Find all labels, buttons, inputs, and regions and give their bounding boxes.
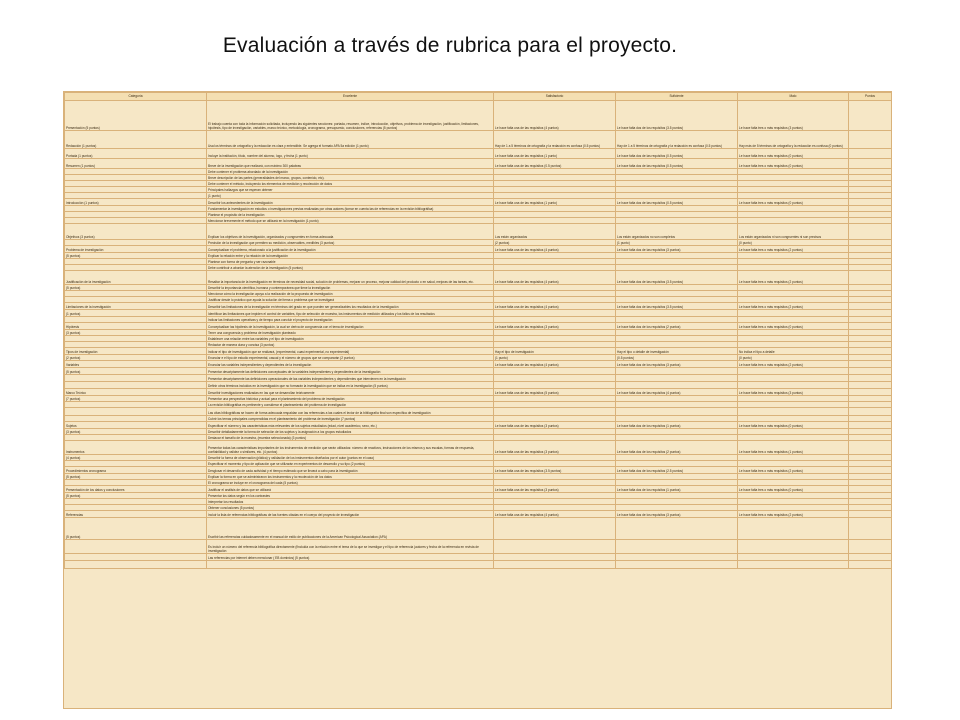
cell-excelente: Presentar descriptamente las definiciones conceptuales de la variables independientes y dependientes de la investigación [207,368,494,375]
cell-excelente: Debe contribuir a abordar la atención de la investigación (5 puntos) [207,265,494,271]
table-row [65,486,892,493]
cell-categoria: Marco Teórico [65,389,207,396]
cell-excelente: Interpretar los resultados [207,499,494,505]
cell-excelente: Justificar desde lo práctico que ayuda la solución del tema o problema que se investigará [207,297,494,303]
cell-excelente: Incluye la institución, título, nombre del alumno, logo, y fecha (1 punto) [207,149,494,159]
cell-excelente: Fundamentar la investigación en estudios o investigaciones previas realizadas por otras autores (tomar en cuenta las de referencias en la revisión bibliográfica) [207,206,494,212]
column-header-categoria: Categoría [65,93,207,101]
cell-puntos [849,323,892,330]
cell-satisfactorio: Hay el tipo de investigación [494,348,616,355]
cell-excelente: Describir la importancia científica, humana y contemporánea que tiene la investigación [207,285,494,291]
cell-puntos [849,408,892,416]
cell-puntos [849,382,892,389]
table-row [65,131,892,149]
cell-puntos [849,271,892,285]
cell-categoria: (5 puntos) [65,253,207,259]
table-row [65,149,892,159]
cell-puntos [849,554,892,561]
cell-excelente: Describir las limitaciones de la investigación en términos del grado en que pueden ser generalizables los resultados de la investigación [207,303,494,310]
cell-satisfactorio: Le hace falta una de las requisitos (3 puntos) [494,441,616,455]
cell-categoria: (5 puntos) [65,368,207,375]
table-row [65,159,892,169]
cell-suficiente: Los están organizados no son completos [616,224,738,240]
cell-categoria: (5 puntos) [65,518,207,540]
cell-malo: No indica el tipo a detalle [738,348,849,355]
cell-satisfactorio: Le hace falta una de las requisitos (1 punto) [494,149,616,159]
cell-suficiente [616,382,738,389]
cell-excelente: Obtener conclusiones (5 puntos) [207,505,494,511]
cell-satisfactorio: (2 puntos) [494,240,616,246]
table-row [65,408,892,416]
cell-malo: (0 punto) [738,355,849,361]
cell-malo: Le hace falta tres o más requisitos (1 puntos) [738,441,849,455]
cell-malo: Le hace falta tres o más requisitos (0 puntos) [738,422,849,429]
table-row [65,101,892,131]
table-row [65,561,892,569]
cell-malo: Le hace falta tres o más requisitos (2 puntos) [738,467,849,474]
rubric-table-body [65,101,892,569]
cell-puntos [849,159,892,169]
column-header-excelente: Excelente [207,93,494,101]
cell-excelente: Debe contener el método, incluyendo los elementos de medición y recolección de datos [207,181,494,187]
column-header-satisfactorio: Satisfactorio [494,93,616,101]
cell-puntos [849,375,892,382]
cell-categoria: (5 puntos) [65,285,207,291]
cell-categoria [65,408,207,416]
cell-categoria: Resumen (1 puntos) [65,159,207,169]
cell-categoria: Referencias [65,511,207,518]
cell-categoria: (5 puntos) [65,493,207,499]
table-row [65,361,892,368]
cell-satisfactorio: Los están organizados [494,224,616,240]
cell-puntos [849,348,892,355]
cell-satisfactorio: Le hace falta una de las requisitos (3 puntos) [494,323,616,330]
cell-excelente: Redactar de manera clara y concisa (3 puntos) [207,342,494,348]
table-header-row [65,93,892,101]
cell-categoria: Redacción (1 puntos) [65,131,207,149]
cell-satisfactorio: Le hace falta una de las requisitos (4 puntos) [494,246,616,253]
table-row [65,323,892,330]
cell-suficiente: Le hace falta dos de los requisitos (3 puntos) [616,361,738,368]
cell-malo [738,561,849,569]
cell-suficiente: (0.5 puntos) [616,355,738,361]
cell-puntos [849,101,892,131]
cell-categoria: (1 puntos) [65,310,207,317]
cell-excelente: Conceptualizar las hipótesis de la investigación, la cual se deriva de congruencia con el tema de investigación [207,323,494,330]
cell-excelente: (1 punto) [207,193,494,199]
cell-malo: Le hace falta tres o más requisitos (2 puntos) [738,511,849,518]
cell-suficiente: Le hace falta dos de las requisitos (0.5 puntos) [616,159,738,169]
slide-title: Evaluación a través de rubrica para el proyecto. [222,34,678,57]
cell-categoria: Tipos de investigación [65,348,207,355]
cell-excelente: Establecer una relación entre las variables y el tipo de investigación [207,336,494,342]
table-row [65,246,892,253]
cell-categoria: (3 puntos) [65,330,207,336]
cell-categoria: Justificación de la investigación [65,271,207,285]
cell-excelente: Principales hallazgos que se esperan obtener [207,187,494,193]
cell-malo [738,408,849,416]
cell-malo [738,382,849,389]
cell-puntos [849,422,892,429]
cell-satisfactorio [494,561,616,569]
table-row [65,441,892,455]
cell-categoria: Sujetos [65,422,207,429]
cell-suficiente: Le hace falta dos de las requisitos (0.5 puntos) [616,149,738,159]
table-row [65,389,892,396]
cell-excelente: Indicar las limitaciones operativas y de tiempo para concluir el proyecto de investigación [207,317,494,323]
cell-excelente: El trabajo cuenta con toda la información solicitada, incluyendo las siguientes secciones: portada, resumen, índice, introducción, objetivos, problema de investigación, justificación, limitaciones, hipótesis, tipo de investigación, variables, marco teórico, metodología, cronograma, presupuesto, conclusiones, referencias (5 puntos) [207,101,494,131]
cell-excelente: Explicar los objetivos de la investigación, organizados y congruentes en forma adecuada [207,224,494,240]
cell-puntos [849,246,892,253]
cell-categoria: Hipótesis [65,323,207,330]
cell-satisfactorio: Le hace falta una de las requisitos (4 puntos) [494,101,616,131]
table-row [65,368,892,375]
cell-malo: Los están organizados ni son congruentes ni son precisos [738,224,849,240]
cell-puntos [849,310,892,317]
cell-suficiente: Le hace falta dos de las requisitos (3.5 puntos) [616,303,738,310]
cell-suficiente: Hay el tipo o detalle de investigación [616,348,738,355]
cell-puntos [849,361,892,368]
cell-malo: Le hace falta tres o más requisitos (2 puntos) [738,303,849,310]
cell-excelente: Usa los términos de ortografía y la redacción es clara y entendible. Se agrega el formato APA 5a edición (1 punto) [207,131,494,149]
cell-excelente: Enunciar las variables independientes y dependientes de la investigación [207,361,494,368]
cell-excelente: Destacar el tamaño de la muestra, (muestra seleccionada) (3 puntos) [207,435,494,441]
cell-categoria [65,382,207,389]
cell-suficiente [616,540,738,554]
cell-suficiente: Le hace falta dos de los requisitos (2 puntos) [616,441,738,455]
cell-puntos [849,303,892,310]
table-row [65,271,892,285]
cell-malo [738,310,849,317]
column-header-suficiente: Suficiente [616,93,738,101]
cell-malo: Le hace falta tres o más requisitos (3 puntos) [738,101,849,131]
cell-excelente: Mencionar brevemente el método que se utilizará en la investigación (1 punto) [207,218,494,224]
cell-excelente: Presentar todas las características importantes de los instrumentos de medición que serán utilizados: número de reactivos, instrucciones de los mismos y sus escalas, formas de respuesta, confiabilidad y validez o similares, etc. (4 puntos) [207,441,494,455]
table-row [65,518,892,540]
cell-excelente: Definir otros términos incluidos en la investigación que no formarán la investigación que se indica en la investigación (5 puntos) [207,382,494,389]
cell-categoria: (5 puntos) [65,474,207,480]
table-row [65,199,892,206]
cell-categoria: (2 puntos) [65,355,207,361]
cell-satisfactorio [494,375,616,382]
cell-excelente: El cronograma se incluye en el cronograma del cada (5 puntos) [207,480,494,486]
cell-satisfactorio: Hay de 1 a 5 términos de ortografía y la redacción es confusa (0.5 puntos) [494,131,616,149]
cell-excelente: Describir la forma de observación (plática) y validación de los instrumentos diseñados por el autor (puntos en el caso) [207,455,494,461]
cell-puntos [849,389,892,396]
cell-satisfactorio [494,408,616,416]
cell-excelente: Es incluir un número del referencia bibliográfica directamente (fincluida con la relación entre el tema de la que se investigar y el tipo de referencia (autores y fecha de la referencia en revista de investigación [207,540,494,554]
cell-puntos [849,131,892,149]
cell-satisfactorio: Le hace falta una de las requisitos (0.5 puntos) [494,159,616,169]
cell-categoria: Objetivos (3 puntos) [65,224,207,240]
cell-satisfactorio: Le hace falta una de las requisitos (5 puntos) [494,389,616,396]
cell-excelente: Justificar el análisis de datos que se utilizará [207,486,494,493]
cell-categoria: Problema de investigación [65,246,207,253]
cell-excelente: Escribir las referencias cuidadosamente en el manual de estilo de publicaciones de la American Psicological Association (APA) [207,518,494,540]
cell-excelente: Describir los antecedentes de la investigación [207,199,494,206]
cell-excelente: Breve descripción de las partes (generalidades del marco, grupos, contenido, etc). [207,175,494,181]
cell-categoria [65,375,207,382]
cell-excelente: Especificar el momento y tipo de aplicación que se utilizarán en experimentos de desarrollo y su tipo (2 puntos) [207,461,494,467]
cell-excelente: Plantear el propósito de la investigación [207,212,494,218]
cell-malo: Le hace falta tres o más requisitos (2 puntos) [738,271,849,285]
cell-puntos [849,441,892,455]
cell-malo: Le hace falta tres o más requisitos (0 puntos) [738,149,849,159]
cell-malo [738,518,849,540]
cell-puntos [849,199,892,206]
cell-excelente: Identificar las limitaciones que impiden el control de variables, tipo de selección de muestra, los instrumentos de medición utilizados y los fallos de los resultados [207,310,494,317]
cell-satisfactorio: Le hace falta una de las requisitos (3 puntos) [494,486,616,493]
cell-satisfactorio: Le hace falta una de las requisitos (4 puntos) [494,303,616,310]
cell-excelente: Describir detalladamente la forma de selección de los sujetos y la asignación a los grupos estudiados [207,429,494,435]
cell-satisfactorio [494,382,616,389]
cell-excelente: Precisión de la investigación que permiten su medición, observables, medibles (3 puntos) [207,240,494,246]
cell-suficiente: Le hace falta dos de los requisitos (1 puntos) [616,422,738,429]
cell-malo: Le hace falta tres o más requisitos (0 puntos) [738,159,849,169]
cell-excelente: Presentar los datos según en los contrastes [207,493,494,499]
cell-puntos [849,149,892,159]
cell-excelente: Tener una congruencia y problema de investigación planteado [207,330,494,336]
cell-satisfactorio: Le hace falta una de las requisitos (4 puntos) [494,361,616,368]
cell-suficiente [616,554,738,561]
cell-malo: Le hace falta tres o más requisitos (0 puntos) [738,199,849,206]
cell-puntos [849,224,892,240]
cell-excelente: Resaltar la importancia de la investigación en términos de necesidad social, solución de problemas, mejorar un proceso, mejorar calidad del producto o en salud, mejoras de las tareas, etc. [207,271,494,285]
cell-satisfactorio: Le hace falta una de las requisitos (3 puntos) [494,422,616,429]
cell-suficiente: Le hace falta dos de las requisitos (3 puntos) [616,246,738,253]
cell-suficiente [616,368,738,375]
table-row [65,422,892,429]
cell-categoria [65,540,207,554]
cell-satisfactorio [494,518,616,540]
cell-suficiente: Le hace falta dos de las requisitos (0.5 puntos) [616,199,738,206]
table-row [65,467,892,474]
cell-categoria: Limitaciones de la investigación [65,303,207,310]
cell-excelente [207,561,494,569]
cell-excelente: Las referencias por internet deben mencionar ( EB dominios) (5 puntos) [207,554,494,561]
cell-malo [738,554,849,561]
column-header-puntos: Puntos [849,93,892,101]
cell-excelente: Explicar la relación entre y la relación de la investigación [207,253,494,259]
cell-satisfactorio: Le hace falta una de las requisitos (3.5 puntos) [494,467,616,474]
cell-categoria: Variables [65,361,207,368]
cell-categoria [65,561,207,569]
cell-excelente: Desglosar el desarrollo de cada actividad y el tiempo estimado que se llevará a cabo para la investigación [207,467,494,474]
cell-excelente: Breve de la investigación que realizará, con máximo 300 palabras [207,159,494,169]
cell-excelente: Plantear con forma de pregunta y ser razonable [207,259,494,265]
cell-malo: Le hace falta tres o más requisitos (2 puntos) [738,246,849,253]
cell-puntos [849,518,892,540]
cell-puntos [849,467,892,474]
cell-suficiente [616,408,738,416]
cell-malo [738,375,849,382]
cell-excelente: Mencionar cómo la investigación apoya a la realización de la propuesta de investigación [207,291,494,297]
cell-malo: Le hace falta tres o más requisitos (2 puntos) [738,361,849,368]
cell-categoria: (4 puntos) [65,455,207,461]
cell-malo: Le hace falta tres o más requisitos (0 puntos) [738,323,849,330]
table-row [65,310,892,317]
table-row [65,554,892,561]
cell-suficiente: Le hace falta dos de los requisitos (2 puntos) [616,323,738,330]
cell-satisfactorio [494,368,616,375]
cell-suficiente: Le hace falta dos de los requisitos (1 puntos) [616,486,738,493]
table-row [65,375,892,382]
cell-suficiente: Le hace falta dos de los requisitos (2.5 puntos) [616,467,738,474]
cell-puntos [849,561,892,569]
cell-excelente: Describir investigaciones realizadas en las que se desarrollan teóricamente [207,389,494,396]
cell-puntos [849,540,892,554]
cell-suficiente: Le hace falta dos de los requisitos (3.5 puntos) [616,101,738,131]
cell-puntos [849,511,892,518]
cell-categoria [65,554,207,561]
cell-satisfactorio [494,540,616,554]
cell-suficiente [616,310,738,317]
table-row [65,303,892,310]
cell-categoria: (7 puntos) [65,396,207,402]
cell-categoria: Instrumentos [65,441,207,455]
cell-excelente: Indicar el tipo de investigación que se realizará, (experimental, cuasi experimental, no experimental) [207,348,494,355]
cell-satisfactorio [494,554,616,561]
cell-excelente: Las citas bibliográficas se hacen de forma adecuada respaldan con las referencias a las cuales el lector de la bibliografía final son específica de investigación [207,408,494,416]
cell-puntos [849,368,892,375]
cell-suficiente: Le hace falta dos de los requisitos (3 puntos) [616,511,738,518]
cell-excelente: La revisión bibliográfica es pertinente y considerar el planteamiento del problema de investigación [207,402,494,408]
rubric-table-container [63,91,892,709]
cell-malo [738,540,849,554]
cell-suficiente: Le hace falta dos de las requisitos (4 puntos) [616,389,738,396]
cell-categoria: Portada (1 puntos) [65,149,207,159]
cell-excelente: Enunciar e el tipo de estudio experimental, casual y el número de grupos que se compararán (2 puntos) [207,355,494,361]
cell-puntos [849,486,892,493]
cell-categoria: Presentación de los datos y conclusiones [65,486,207,493]
cell-suficiente: (1 punto) [616,240,738,246]
cell-excelente: Presentar descriptamente las definiciones operacionales de las variables independientes y dependientes que intervienen en la investigación [207,375,494,382]
cell-suficiente [616,375,738,382]
cell-suficiente [616,561,738,569]
cell-malo: Le hace falta tres o más requisitos (0 puntos) [738,486,849,493]
table-row [65,348,892,355]
rubric-table [64,92,892,569]
cell-categoria: Introducción (1 puntos) [65,199,207,206]
table-row [65,540,892,554]
cell-categoria: Presentación (5 puntos) [65,101,207,131]
cell-satisfactorio: Le hace falta una de las requisitos (4 puntos) [494,511,616,518]
table-row [65,224,892,240]
cell-suficiente [616,518,738,540]
column-header-malo: Malo [738,93,849,101]
cell-excelente: Presentar una perspectiva histórica y actual para el planteamiento del problema de investigación [207,396,494,402]
table-row [65,511,892,518]
cell-excelente: Explicar la forma en que se administraron los instrumentos y la recolección de los datos [207,474,494,480]
cell-categoria: (3 puntos) [65,429,207,435]
cell-malo: Hay más de 5 términos de ortografía y la redacción es confusa (0 puntos) [738,131,849,149]
table-row [65,382,892,389]
cell-satisfactorio [494,310,616,317]
cell-categoria: Procedimientos cronograma [65,467,207,474]
cell-excelente: Conceptualizar el problema, relacionado a la justificación de la investigación [207,246,494,253]
cell-excelente: Incluir la lista de referencias bibliográficas de las fuentes citadas en el cuerpo del proyecto de investigación [207,511,494,518]
cell-satisfactorio: Le hace falta una de las requisitos (4 puntos) [494,271,616,285]
cell-malo: Le hace falta tres o más requisitos (3 puntos) [738,389,849,396]
cell-satisfactorio: (1 punto) [494,355,616,361]
cell-excelente: Especificar el número y las características más relevantes de los sujetos estudiados (edad, nivel académico, sexo, etc.) [207,422,494,429]
cell-suficiente: Hay de 1 a 5 términos de ortografía y la redacción es confusa (0.5 puntos) [616,131,738,149]
cell-suficiente: Le hace falta dos de las requisitos (3.5 puntos) [616,271,738,285]
cell-excelente: Cubrir los temas principales comprendidas en el planteamiento del problema de investigación (7 puntos) [207,416,494,422]
cell-malo [738,368,849,375]
cell-excelente: Debe contener el problema abordado de la investigación [207,169,494,175]
cell-malo: (0 punto) [738,240,849,246]
cell-satisfactorio: Le hace falta una de las requisitos (1 punto) [494,199,616,206]
